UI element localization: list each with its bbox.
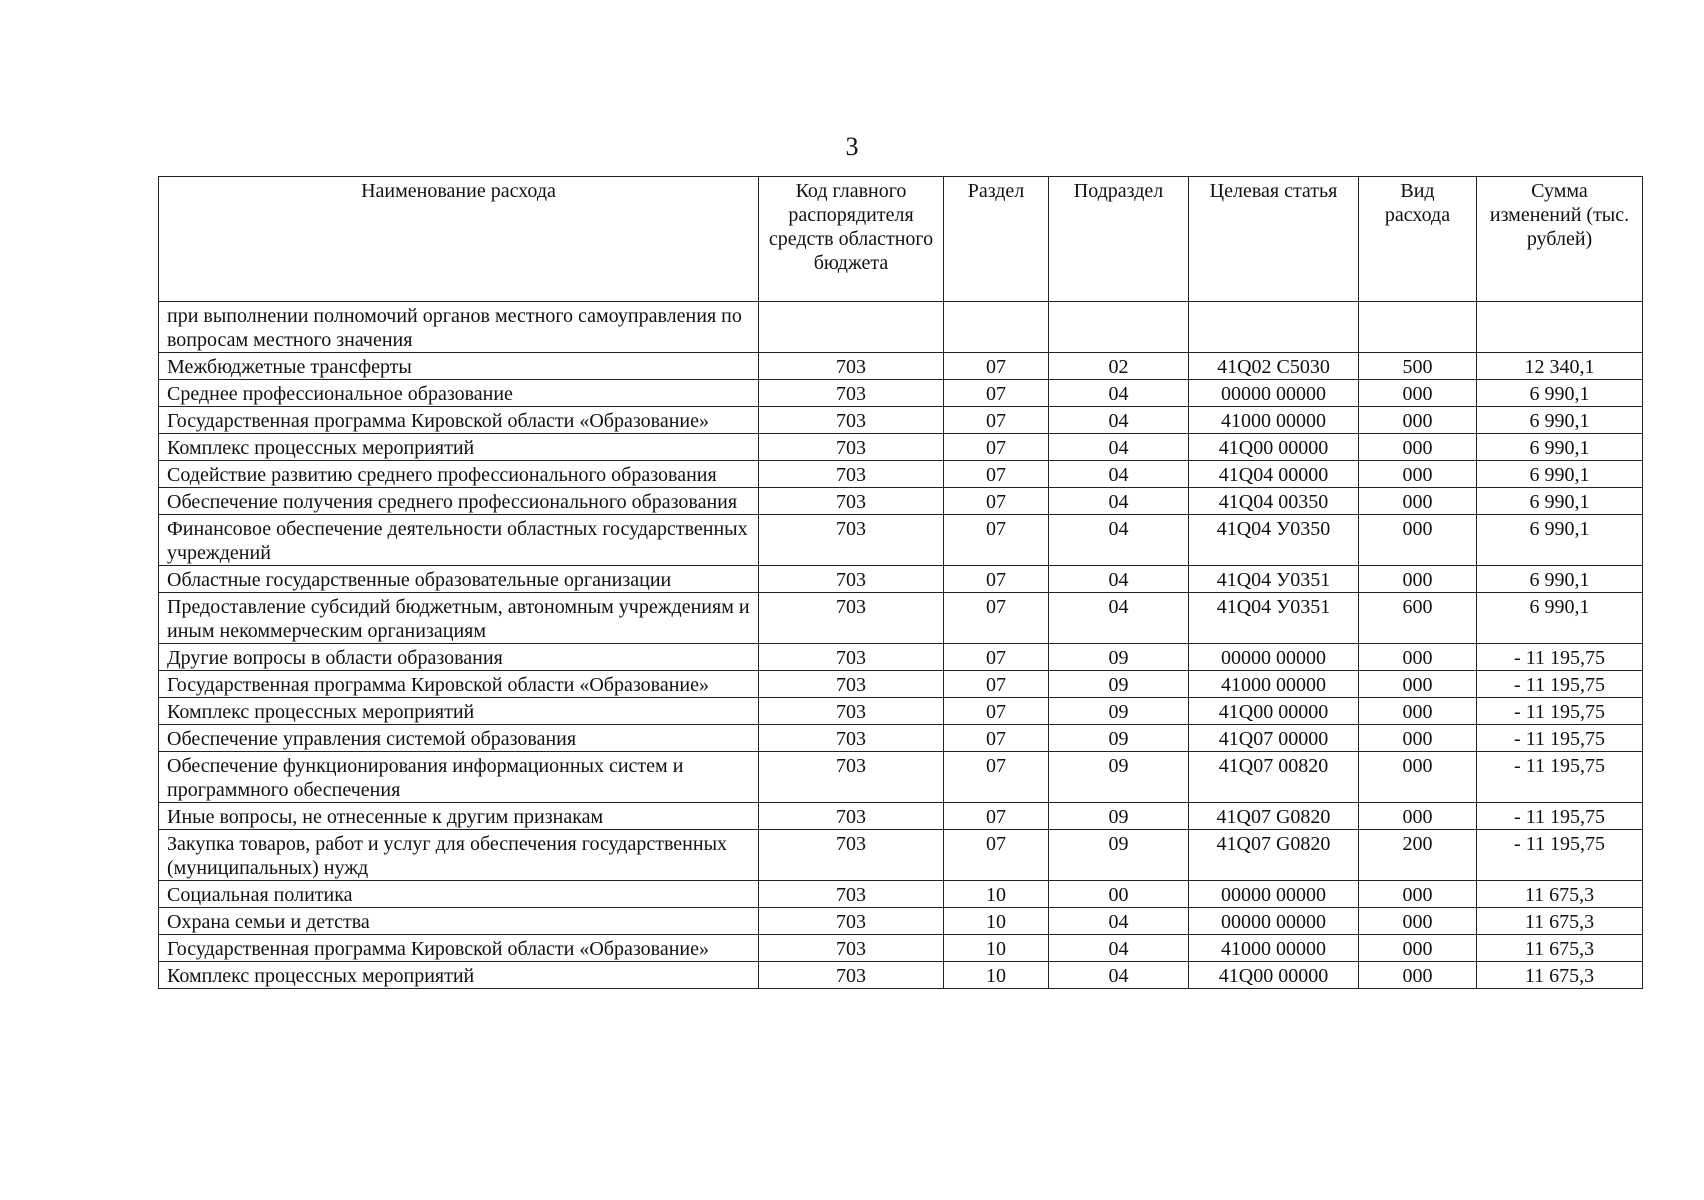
cell-administrator-code (759, 302, 944, 353)
table-row (159, 434, 1643, 461)
cell-name: Государственная программа Кировской области «Образование» (159, 407, 759, 434)
table-row (159, 488, 1643, 515)
cell-expense-type: 000 (1359, 908, 1477, 935)
table-row (159, 752, 1643, 803)
cell-amount: 6 990,1 (1477, 434, 1643, 461)
cell-name: Охрана семьи и детства (159, 908, 759, 935)
cell-administrator-code: 703 (759, 803, 944, 830)
cell-amount (1477, 302, 1643, 353)
cell-target-article: 00000 00000 (1189, 881, 1359, 908)
cell-section: 07 (944, 698, 1049, 725)
cell-name: Среднее профессиональное образование (159, 380, 759, 407)
table-row (159, 566, 1643, 593)
cell-amount: - 11 195,75 (1477, 803, 1643, 830)
cell-name: Комплекс процессных мероприятий (159, 434, 759, 461)
cell-administrator-code: 703 (759, 353, 944, 380)
cell-target-article: 00000 00000 (1189, 380, 1359, 407)
cell-name: Государственная программа Кировской области «Образование» (159, 671, 759, 698)
cell-expense-type: 000 (1359, 698, 1477, 725)
cell-subsection: 04 (1049, 593, 1189, 644)
expenditure-table (158, 176, 1643, 989)
cell-expense-type: 000 (1359, 407, 1477, 434)
cell-name: Обеспечение управления системой образования (159, 725, 759, 752)
header-subsection: Подраздел (1049, 177, 1189, 302)
cell-name: Межбюджетные трансферты (159, 353, 759, 380)
cell-expense-type: 000 (1359, 434, 1477, 461)
cell-expense-type: 000 (1359, 752, 1477, 803)
cell-administrator-code: 703 (759, 434, 944, 461)
cell-administrator-code: 703 (759, 881, 944, 908)
table-row (159, 461, 1643, 488)
table-row (159, 593, 1643, 644)
cell-subsection: 02 (1049, 353, 1189, 380)
cell-name: Обеспечение получения среднего профессионального образования (159, 488, 759, 515)
cell-administrator-code: 703 (759, 962, 944, 989)
cell-section: 07 (944, 434, 1049, 461)
cell-amount: 12 340,1 (1477, 353, 1643, 380)
cell-subsection (1049, 302, 1189, 353)
cell-amount: 6 990,1 (1477, 566, 1643, 593)
cell-administrator-code: 703 (759, 644, 944, 671)
cell-administrator-code: 703 (759, 935, 944, 962)
cell-subsection: 04 (1049, 566, 1189, 593)
cell-subsection: 09 (1049, 803, 1189, 830)
cell-name: Иные вопросы, не отнесенные к другим признакам (159, 803, 759, 830)
cell-administrator-code: 703 (759, 725, 944, 752)
cell-administrator-code: 703 (759, 908, 944, 935)
cell-subsection: 04 (1049, 380, 1189, 407)
cell-section: 07 (944, 752, 1049, 803)
table-row (159, 881, 1643, 908)
cell-name: Государственная программа Кировской области «Образование» (159, 935, 759, 962)
cell-section: 10 (944, 908, 1049, 935)
cell-subsection: 04 (1049, 908, 1189, 935)
cell-subsection: 04 (1049, 515, 1189, 566)
cell-name: при выполнении полномочий органов местного самоуправления по вопросам местного значения (159, 302, 759, 353)
cell-expense-type (1359, 302, 1477, 353)
cell-section: 07 (944, 593, 1049, 644)
cell-subsection: 04 (1049, 488, 1189, 515)
cell-subsection: 09 (1049, 698, 1189, 725)
cell-target-article: 41Q02 C5030 (1189, 353, 1359, 380)
cell-target-article (1189, 302, 1359, 353)
table-row (159, 380, 1643, 407)
cell-amount: - 11 195,75 (1477, 830, 1643, 881)
table-row (159, 644, 1643, 671)
cell-expense-type: 000 (1359, 962, 1477, 989)
cell-amount: - 11 195,75 (1477, 752, 1643, 803)
cell-expense-type: 000 (1359, 515, 1477, 566)
cell-expense-type: 000 (1359, 881, 1477, 908)
cell-administrator-code: 703 (759, 380, 944, 407)
table-row (159, 935, 1643, 962)
cell-expense-type: 200 (1359, 830, 1477, 881)
table-row (159, 830, 1643, 881)
cell-target-article: 41Q04 У0350 (1189, 515, 1359, 566)
cell-expense-type: 000 (1359, 725, 1477, 752)
cell-section: 07 (944, 515, 1049, 566)
cell-name: Содействие развитию среднего профессионального образования (159, 461, 759, 488)
cell-section: 07 (944, 566, 1049, 593)
header-change-amount: Сумма изменений (тыс. рублей) (1477, 177, 1643, 302)
table-header-row (159, 177, 1643, 302)
header-section: Раздел (944, 177, 1049, 302)
cell-subsection: 04 (1049, 434, 1189, 461)
table-row (159, 803, 1643, 830)
cell-section: 07 (944, 461, 1049, 488)
cell-target-article: 41Q04 00000 (1189, 461, 1359, 488)
cell-expense-type: 000 (1359, 935, 1477, 962)
cell-subsection: 04 (1049, 461, 1189, 488)
cell-subsection: 09 (1049, 671, 1189, 698)
cell-target-article: 41Q04 00350 (1189, 488, 1359, 515)
header-expense-name: Наименование расхода (159, 177, 759, 302)
cell-name: Предоставление субсидий бюджетным, автономным учреждениям и иным некоммерческим организациям (159, 593, 759, 644)
cell-administrator-code: 703 (759, 407, 944, 434)
cell-amount: - 11 195,75 (1477, 671, 1643, 698)
cell-administrator-code: 703 (759, 593, 944, 644)
cell-target-article: 41Q00 00000 (1189, 698, 1359, 725)
cell-target-article: 41Q00 00000 (1189, 962, 1359, 989)
cell-administrator-code: 703 (759, 515, 944, 566)
cell-expense-type: 000 (1359, 644, 1477, 671)
cell-name: Другие вопросы в области образования (159, 644, 759, 671)
table-body (159, 302, 1643, 989)
table-row (159, 725, 1643, 752)
cell-section: 07 (944, 644, 1049, 671)
cell-section (944, 302, 1049, 353)
cell-subsection: 04 (1049, 935, 1189, 962)
cell-expense-type: 000 (1359, 566, 1477, 593)
cell-amount: 6 990,1 (1477, 488, 1643, 515)
header-expense-type: Вид расхода (1359, 177, 1477, 302)
cell-amount: 11 675,3 (1477, 962, 1643, 989)
cell-amount: 6 990,1 (1477, 515, 1643, 566)
cell-target-article: 41Q07 G0820 (1189, 830, 1359, 881)
cell-target-article: 41Q04 У0351 (1189, 593, 1359, 644)
cell-section: 07 (944, 353, 1049, 380)
cell-expense-type: 000 (1359, 671, 1477, 698)
table-row (159, 698, 1643, 725)
cell-subsection: 09 (1049, 830, 1189, 881)
cell-name: Комплекс процессных мероприятий (159, 962, 759, 989)
cell-amount: 6 990,1 (1477, 380, 1643, 407)
cell-name: Обеспечение функционирования информационных систем и программного обеспечения (159, 752, 759, 803)
cell-subsection: 04 (1049, 407, 1189, 434)
cell-administrator-code: 703 (759, 698, 944, 725)
cell-target-article: 41000 00000 (1189, 407, 1359, 434)
cell-name: Областные государственные образовательные организации (159, 566, 759, 593)
cell-target-article: 41000 00000 (1189, 671, 1359, 698)
cell-target-article: 41000 00000 (1189, 935, 1359, 962)
cell-subsection: 04 (1049, 962, 1189, 989)
cell-subsection: 09 (1049, 644, 1189, 671)
cell-target-article: 00000 00000 (1189, 908, 1359, 935)
cell-section: 07 (944, 407, 1049, 434)
cell-amount: - 11 195,75 (1477, 698, 1643, 725)
cell-administrator-code: 703 (759, 566, 944, 593)
cell-expense-type: 000 (1359, 461, 1477, 488)
cell-section: 10 (944, 962, 1049, 989)
cell-target-article: 41Q07 00000 (1189, 725, 1359, 752)
cell-target-article: 00000 00000 (1189, 644, 1359, 671)
cell-administrator-code: 703 (759, 488, 944, 515)
cell-name: Финансовое обеспечение деятельности областных государственных учреждений (159, 515, 759, 566)
cell-expense-type: 000 (1359, 803, 1477, 830)
cell-amount: - 11 195,75 (1477, 644, 1643, 671)
cell-subsection: 09 (1049, 752, 1189, 803)
table-row (159, 671, 1643, 698)
cell-administrator-code: 703 (759, 461, 944, 488)
cell-amount: 11 675,3 (1477, 935, 1643, 962)
cell-amount: 6 990,1 (1477, 407, 1643, 434)
table-row (159, 908, 1643, 935)
cell-amount: 6 990,1 (1477, 593, 1643, 644)
table-row (159, 353, 1643, 380)
cell-amount: 11 675,3 (1477, 908, 1643, 935)
table-row (159, 302, 1643, 353)
header-target-article: Целевая статья (1189, 177, 1359, 302)
cell-expense-type: 000 (1359, 380, 1477, 407)
cell-section: 07 (944, 803, 1049, 830)
cell-target-article: 41Q00 00000 (1189, 434, 1359, 461)
cell-section: 07 (944, 488, 1049, 515)
cell-administrator-code: 703 (759, 830, 944, 881)
cell-section: 07 (944, 725, 1049, 752)
header-administrator-code: Код главного распорядителя средств областного бюджета (759, 177, 944, 302)
cell-name: Социальная политика (159, 881, 759, 908)
cell-target-article: 41Q04 У0351 (1189, 566, 1359, 593)
cell-expense-type: 500 (1359, 353, 1477, 380)
cell-section: 07 (944, 830, 1049, 881)
table-row (159, 962, 1643, 989)
page-number: 3 (845, 132, 859, 161)
cell-amount: - 11 195,75 (1477, 725, 1643, 752)
cell-expense-type: 600 (1359, 593, 1477, 644)
cell-amount: 6 990,1 (1477, 461, 1643, 488)
cell-name: Закупка товаров, работ и услуг для обеспечения государственных (муниципальных) нужд (159, 830, 759, 881)
cell-section: 07 (944, 671, 1049, 698)
cell-target-article: 41Q07 00820 (1189, 752, 1359, 803)
cell-administrator-code: 703 (759, 671, 944, 698)
cell-target-article: 41Q07 G0820 (1189, 803, 1359, 830)
cell-subsection: 00 (1049, 881, 1189, 908)
table-row (159, 515, 1643, 566)
cell-name: Комплекс процессных мероприятий (159, 698, 759, 725)
cell-amount: 11 675,3 (1477, 881, 1643, 908)
cell-administrator-code: 703 (759, 752, 944, 803)
cell-subsection: 09 (1049, 725, 1189, 752)
cell-expense-type: 000 (1359, 488, 1477, 515)
cell-section: 10 (944, 881, 1049, 908)
cell-section: 07 (944, 380, 1049, 407)
table-row (159, 407, 1643, 434)
cell-section: 10 (944, 935, 1049, 962)
